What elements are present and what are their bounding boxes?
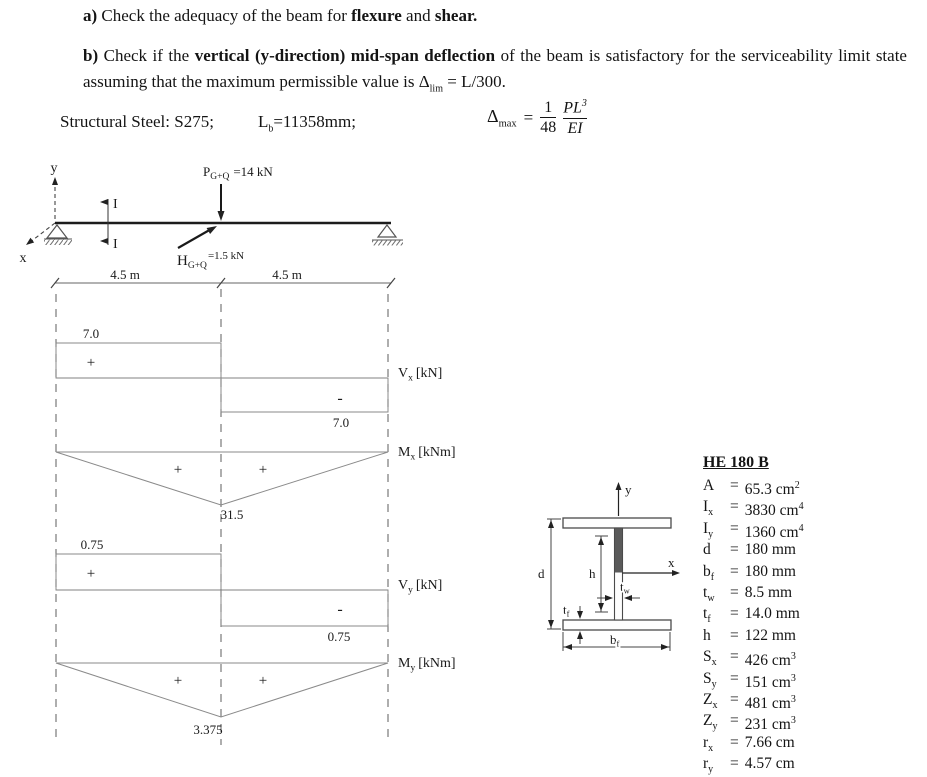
vy-negative-area [221, 590, 388, 626]
property-symbol: $t_f$ [703, 605, 711, 626]
question-b-text-1: Check if the [98, 46, 195, 65]
dimension-h-label: h [589, 566, 596, 581]
mx-area [56, 452, 388, 505]
vy-minus-sign: - [337, 601, 343, 618]
property-equals: = [730, 733, 739, 751]
formula-delta: $\Delta_{max}$ [487, 105, 517, 130]
property-row [703, 646, 913, 670]
my-area [56, 663, 388, 717]
section-mark-label-top: I [113, 197, 118, 212]
top-flange [563, 518, 671, 528]
horizontal-load-arrow-icon [207, 223, 219, 234]
point-load-arrow-icon [218, 211, 225, 221]
span-left-label: 4.5 m [110, 267, 140, 282]
property-symbol: $t_w$ [703, 583, 715, 605]
span-right-label: 4.5 m [272, 267, 302, 282]
property-symbol: $I_x$ [703, 498, 714, 519]
property-row [703, 582, 913, 603]
point-load-label: $P_{G+Q} =14$ kN [203, 164, 273, 182]
horizontal-load-label: $HG+Q^{=1.5 kN}$ [177, 250, 245, 271]
x-axis-arrow-icon [24, 238, 34, 248]
question-a-text-2: and [401, 6, 435, 25]
property-symbol: $Z_y$ [703, 712, 718, 733]
property-equals: = [730, 519, 739, 537]
question-a-label: a) [83, 6, 98, 25]
deflection-formula [487, 98, 587, 138]
property-symbol: $r_x$ [703, 733, 714, 754]
section-mark-I-I [100, 197, 118, 252]
property-symbol: $S_x$ [703, 648, 717, 669]
vy-pos-value: 0.75 [80, 537, 104, 552]
property-equals: = [730, 541, 739, 559]
vx-negative-area [221, 378, 388, 412]
formula-equals: = [523, 107, 534, 127]
property-value: 231 $cm^3$ [744, 715, 796, 734]
bottom-flange [563, 620, 671, 630]
section-x-axis-arrow-icon [672, 570, 680, 576]
question-a [83, 3, 907, 29]
mx-peak-value: 31.5 [220, 507, 244, 522]
span-dimension-line [51, 267, 395, 288]
vx-minus-sign: - [337, 390, 343, 407]
property-symbol: $b_f$ [703, 562, 715, 583]
roller-support-right [372, 225, 403, 246]
cross-section-diagram [528, 468, 713, 668]
property-equals: = [730, 712, 739, 730]
section-y-axis-label: y [625, 482, 632, 497]
section-mark-label-bottom: I [113, 237, 118, 252]
question-b-bold-deflection: vertical (y-direction) mid-span deflection [194, 46, 496, 65]
my-plus-sign-left: + [173, 673, 183, 689]
question-a-bold-shear: shear. [434, 6, 478, 25]
dimension-d [538, 519, 561, 629]
mx-plus-sign-left: + [173, 462, 183, 478]
vy-axis-label: $V_y$ [kN] [398, 578, 443, 596]
property-equals: = [730, 605, 739, 623]
property-row [703, 689, 913, 713]
property-row [703, 475, 913, 499]
vx-positive-area [56, 343, 221, 378]
property-symbol: $r_y$ [703, 755, 714, 776]
given-data-line [60, 112, 356, 134]
property-symbol: h [703, 626, 711, 644]
property-value: 1360 $cm^4$ [744, 522, 804, 541]
property-value: 180 mm [744, 541, 796, 559]
dimension-d-label: d [538, 566, 545, 581]
vx-plus-sign: + [86, 355, 96, 371]
my-plus-sign-right: + [258, 673, 268, 689]
my-peak-value: 3.375 [193, 722, 223, 737]
property-row [703, 561, 913, 582]
vx-axis-label: $V_x$ [kN] [398, 366, 443, 384]
question-b-label: b) [83, 46, 99, 65]
steel-grade: Structural Steel: S275; [60, 112, 214, 131]
vy-plus-sign: + [86, 566, 96, 582]
my-axis-label: $M_y$ [kNm] [398, 656, 456, 674]
property-row [703, 539, 913, 560]
vx-pos-value: 7.0 [82, 326, 100, 341]
dimension-tw-label: tw [620, 579, 630, 596]
property-symbol: d [703, 541, 711, 559]
vy-positive-area [56, 554, 221, 590]
property-value: 122 mm [744, 626, 796, 644]
property-value: 151 $cm^3$ [744, 672, 796, 691]
property-symbol: $I_y$ [703, 519, 714, 540]
property-symbol: $Z_x$ [703, 690, 718, 711]
property-symbol: $S_y$ [703, 669, 717, 690]
vx-neg-value: 7.0 [332, 415, 350, 430]
vy-diagram [56, 537, 442, 644]
buckling-length: $L_b=11358mm$; [257, 112, 356, 135]
dimension-tf-label: tf [563, 602, 570, 619]
property-equals: = [730, 498, 739, 516]
web-shaded-upper [615, 529, 622, 573]
question-b-sub-lim: lim [429, 83, 443, 95]
question-a-bold-flexure: flexure [351, 6, 402, 25]
property-row [703, 518, 913, 539]
section-y-axis-arrow-icon [616, 482, 622, 490]
section-x-axis-label: x [668, 555, 675, 570]
mx-axis-label: $M_x$ [kNm] [398, 445, 456, 463]
property-equals: = [730, 583, 739, 601]
property-row [703, 668, 913, 689]
property-row [703, 603, 913, 624]
section-properties [703, 454, 913, 774]
property-value: 426 $cm^3$ [744, 651, 796, 670]
property-equals: = [730, 648, 739, 666]
mx-plus-sign-right: + [258, 462, 268, 478]
property-row [703, 625, 913, 646]
my-diagram [56, 656, 456, 737]
mx-diagram [56, 445, 456, 522]
question-b-text-3: = L/300. [442, 72, 506, 91]
property-value: 3830 $cm^4$ [744, 501, 804, 520]
dimension-bf-label: bf [610, 632, 620, 649]
property-equals: = [730, 669, 739, 687]
property-equals: = [730, 690, 739, 708]
property-equals: = [730, 477, 739, 494]
y-axis-arrow-icon [52, 177, 58, 185]
property-row [703, 710, 913, 734]
property-value: 14.0 mm [744, 605, 800, 623]
vy-neg-value: 0.75 [327, 629, 351, 644]
property-row [703, 753, 913, 774]
section-title: HE 180 B [703, 454, 769, 471]
property-row [703, 732, 913, 753]
question-b-text-2: of the beam is satisfactory for the serviceability limit state assuming that the maximum permissible value is Δ [83, 46, 907, 91]
property-equals: = [730, 562, 739, 580]
property-value: 8.5 mm [744, 583, 793, 601]
property-value: 180 mm [744, 562, 796, 580]
beam-and-diagrams [0, 155, 470, 755]
question-b [83, 43, 907, 102]
property-value: 4.57 cm [744, 755, 795, 773]
property-value: 65.3 $cm^2$ [744, 480, 800, 499]
property-row [703, 496, 913, 520]
property-symbol: A [703, 477, 715, 494]
y-axis-label: y [50, 161, 58, 176]
vx-diagram [56, 326, 442, 430]
property-equals: = [730, 626, 739, 644]
property-value: 7.66 cm [744, 733, 795, 751]
question-a-text-1: Check the adequacy of the beam for [97, 6, 352, 25]
formula-fraction-PL3-EI: $\frac{PL^3}{EI}$ [563, 98, 587, 137]
property-value: 481 $cm^3$ [744, 693, 796, 713]
section-properties-list [703, 475, 913, 774]
property-equals: = [730, 755, 739, 773]
formula-fraction-1-48: $\frac{1}{48}$ [540, 98, 557, 137]
x-axis-label: x [19, 251, 27, 266]
horizontal-load-arrow-line [178, 228, 213, 248]
